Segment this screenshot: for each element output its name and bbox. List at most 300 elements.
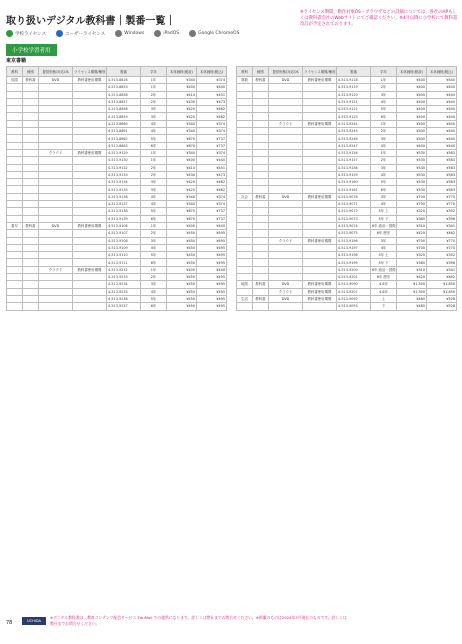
table-row <box>237 201 457 208</box>
table-row <box>7 171 227 178</box>
cell-code: 4-513-9129 <box>107 149 141 156</box>
cell-kind <box>253 120 269 127</box>
cell-grade: 5年 <box>141 295 167 302</box>
cell-grade: 1年 <box>371 149 397 156</box>
column-header: 学年 <box>141 67 167 77</box>
cell-kind <box>253 186 269 193</box>
cell-taxed: ¥583 <box>427 164 457 171</box>
cell-os <box>39 303 73 310</box>
cell-grade: 2年 <box>371 157 397 164</box>
cell-subject <box>237 244 253 251</box>
cell-code: 4-513-9235 <box>107 288 141 295</box>
cell-price: ¥450 <box>167 230 197 237</box>
column-header: 種別 <box>23 67 39 77</box>
table-row <box>7 128 227 135</box>
cell-code: 4-513-9134 <box>107 179 141 186</box>
legend-label: 学校ライセンス <box>15 31 47 37</box>
cell-grade: 3年 <box>371 164 397 171</box>
cell-os <box>39 201 73 208</box>
cell-grade: 5年 下 <box>371 259 397 266</box>
cell-grade: 4-6年 <box>371 288 397 295</box>
cell-os <box>269 149 303 156</box>
cell-kind <box>23 98 39 105</box>
cell-lic <box>303 135 337 142</box>
cell-price: ¥420 <box>397 274 427 281</box>
footnote: ※デジタル教科書は、教育コンテンツ配信サービス EduMall での提供になります。詳しくは弊社までお問合せください。※掲載のものは2024年3月現在のものです。詳しくは弊社までお問合せください。 <box>50 615 347 626</box>
cell-os <box>269 208 303 215</box>
cell-taxed: ¥583 <box>427 149 457 156</box>
cell-lic <box>303 128 337 135</box>
cell-os <box>39 259 73 266</box>
cell-os <box>269 252 303 259</box>
cell-kind: 教科書 <box>253 281 269 288</box>
cell-os <box>269 142 303 149</box>
cell-code: 4-513-9133 <box>107 171 141 178</box>
table-row <box>7 149 227 156</box>
cell-lic <box>73 91 107 98</box>
cell-kind <box>253 252 269 259</box>
cell-price: ¥700 <box>397 244 427 251</box>
cell-code: 4-513-9071 <box>337 201 371 208</box>
cell-code: 4-513-9201 <box>337 274 371 281</box>
ipados-icon <box>154 30 161 37</box>
cell-lic: 教科書使用期間 <box>303 77 337 84</box>
cell-subject <box>237 120 253 127</box>
cell-grade: 6年 <box>141 142 167 149</box>
cell-grade: 4年 <box>371 201 397 208</box>
cell-code: 4-513-9138 <box>107 208 141 215</box>
cell-subject <box>237 149 253 156</box>
cell-kind <box>23 259 39 266</box>
cell-taxed: ¥495 <box>197 303 227 310</box>
cell-code: 4-513-9111 <box>107 259 141 266</box>
cell-lic <box>73 303 107 310</box>
cell-os <box>39 237 73 244</box>
product-table-left <box>6 66 227 311</box>
table-row <box>7 266 227 273</box>
cell-subject <box>237 84 253 91</box>
legend-ipados <box>154 30 179 37</box>
cell-price: ¥420 <box>167 106 197 113</box>
cell-price: ¥530 <box>397 186 427 193</box>
cell-lic <box>73 259 107 266</box>
cell-lic <box>303 149 337 156</box>
legend <box>6 30 239 37</box>
cell-taxed: ¥495 <box>197 259 227 266</box>
legend-label: iPadOS <box>163 31 180 36</box>
cell-os <box>39 142 73 149</box>
cell-lic <box>303 84 337 91</box>
cell-price: ¥450 <box>167 288 197 295</box>
cell-price: ¥420 <box>167 179 197 186</box>
cell-price: ¥530 <box>397 171 427 178</box>
cell-code: 4-513-9156 <box>337 149 371 156</box>
cell-lic <box>303 164 337 171</box>
cell-taxed: ¥440 <box>427 106 457 113</box>
cell-code: 4-513-9207 <box>337 288 371 295</box>
cell-lic: 教科書使用期間 <box>303 281 337 288</box>
cell-code: 4-513-8858 <box>107 91 141 98</box>
table-row <box>7 274 227 281</box>
cell-code: 4-513-9236 <box>107 295 141 302</box>
cell-taxed: ¥495 <box>197 281 227 288</box>
cell-code: 4-513-9122 <box>337 106 371 113</box>
cell-price: ¥400 <box>397 142 427 149</box>
cell-price: ¥530 <box>397 179 427 186</box>
column-header: ライセンス期間/種別 <box>73 67 107 77</box>
cell-grade: 4年 <box>141 120 167 127</box>
cell-lic: 教科書使用期間 <box>73 266 107 273</box>
table-row <box>7 186 227 193</box>
cell-price: ¥400 <box>397 120 427 127</box>
cell-grade: 5年 上 <box>371 252 397 259</box>
column-header: 学年 <box>371 67 397 77</box>
cell-price: ¥1,500 <box>397 288 427 295</box>
cell-os <box>39 244 73 251</box>
cell-subject <box>7 208 23 215</box>
cell-code: 4-513-9237 <box>107 303 141 310</box>
cell-taxed: ¥462 <box>427 274 457 281</box>
legend-windows <box>115 30 144 37</box>
cell-subject <box>7 303 23 310</box>
cell-lic <box>303 157 337 164</box>
cell-kind <box>23 193 39 200</box>
cell-lic <box>73 157 107 164</box>
cell-code: 4-513-9118 <box>337 77 371 84</box>
cell-taxed: ¥583 <box>427 157 457 164</box>
cell-kind: 教科書 <box>253 77 269 84</box>
cell-os <box>269 84 303 91</box>
table-row <box>7 120 227 127</box>
cell-lic <box>73 98 107 105</box>
cell-grade: 3年 <box>141 106 167 113</box>
cell-os <box>39 193 73 200</box>
cell-subject <box>237 215 253 222</box>
cell-subject <box>7 266 23 273</box>
cell-os: クラウド <box>269 237 303 244</box>
cell-grade: 6年 政治・国際 <box>372 267 396 272</box>
cell-price: ¥1,500 <box>397 281 427 288</box>
table-row <box>7 98 227 105</box>
cell-grade: 3年 <box>141 113 167 120</box>
cell-taxed: ¥440 <box>427 120 457 127</box>
legend-label: Google ChromeOS <box>198 31 240 36</box>
cell-kind <box>253 91 269 98</box>
cell-kind <box>23 288 39 295</box>
cell-code: 4-513-9132 <box>107 164 141 171</box>
cell-lic <box>73 215 107 222</box>
cell-os <box>269 266 303 273</box>
cell-kind <box>253 201 269 208</box>
cell-subject <box>7 252 23 259</box>
cell-subject <box>7 84 23 91</box>
cell-lic <box>73 230 107 237</box>
cell-code: 4-513-9200 <box>337 266 371 273</box>
cell-lic <box>303 142 337 149</box>
cell-os <box>39 84 73 91</box>
table-row <box>237 215 457 222</box>
cell-os: クラウド <box>269 120 303 127</box>
table-row <box>237 303 457 310</box>
table-row <box>237 171 457 178</box>
cell-grade: 4年 <box>141 128 167 135</box>
table-row <box>237 157 457 164</box>
cell-os <box>39 171 73 178</box>
cell-os: DVD <box>269 295 303 302</box>
cell-kind <box>253 113 269 120</box>
cell-os <box>269 186 303 193</box>
legend-school-license <box>6 30 46 37</box>
cell-subject <box>237 288 253 295</box>
cell-os <box>269 244 303 251</box>
cell-kind <box>253 266 269 273</box>
cell-code: 4-513-9199 <box>337 259 371 266</box>
cell-grade: 4年 <box>371 171 397 178</box>
table-row <box>7 77 227 84</box>
column-header: 本体価格(税抜) <box>397 67 427 77</box>
table-row <box>237 230 457 237</box>
cell-os <box>269 157 303 164</box>
cell-lic <box>73 244 107 251</box>
cell-taxed: ¥737 <box>197 215 227 222</box>
cell-lic <box>73 164 107 171</box>
cell-lic <box>73 135 107 142</box>
cell-code: 4-513-9234 <box>107 281 141 288</box>
cell-code: 4-513-9158 <box>337 164 371 171</box>
table-row <box>7 295 227 302</box>
cell-code: 4-513-9092 <box>337 295 371 302</box>
cell-price: ¥400 <box>397 113 427 120</box>
column-header: 本体価格(税込) <box>197 67 227 77</box>
cell-grade: 1年 <box>141 266 167 273</box>
cell-kind <box>253 149 269 156</box>
cell-kind <box>253 98 269 105</box>
cell-lic <box>303 106 337 113</box>
top-note: ※ライセンス期間、動作対象OS・ブラウザなどの詳細については、各社のHPもしくは教科書会社のWebサイトにてご確認ください。※4月以降に小学校にて教科書改訂が予定されております。 <box>300 10 458 27</box>
page-number: 78 <box>6 620 13 626</box>
cell-kind <box>23 113 39 120</box>
cell-lic <box>303 98 337 105</box>
cell-os <box>269 106 303 113</box>
cell-lic <box>73 171 107 178</box>
cell-price: ¥450 <box>167 281 197 288</box>
table-row <box>237 193 457 200</box>
cell-os <box>269 230 303 237</box>
cell-price: ¥700 <box>397 201 427 208</box>
cell-taxed: ¥1,650 <box>427 281 457 288</box>
cell-kind <box>23 142 39 149</box>
cell-subject <box>7 215 23 222</box>
cell-code: 4-513-8862 <box>107 135 141 142</box>
cell-kind <box>253 288 269 295</box>
cell-lic <box>303 208 337 215</box>
cell-lic <box>73 274 107 281</box>
cell-kind <box>23 164 39 171</box>
cell-price: ¥310 <box>397 222 427 229</box>
cell-grade: 2年 <box>141 274 167 281</box>
cell-code: 4-513-9106 <box>107 222 141 229</box>
cell-kind <box>23 295 39 302</box>
cell-subject: 書写 <box>7 222 23 229</box>
cell-price: ¥400 <box>397 128 427 135</box>
cell-price: ¥340 <box>167 77 197 84</box>
cell-taxed: ¥462 <box>197 186 227 193</box>
cell-grade: 1年 <box>141 84 167 91</box>
cell-price: ¥340 <box>167 128 197 135</box>
cell-os <box>39 281 73 288</box>
cell-os <box>39 288 73 295</box>
cell-grade: 6年 <box>141 215 167 222</box>
cell-kind <box>23 128 39 135</box>
cell-price: ¥700 <box>397 193 427 200</box>
windows-icon <box>115 30 122 37</box>
cell-subject <box>237 222 253 229</box>
cell-taxed: ¥473 <box>197 171 227 178</box>
cell-kind: 教科書 <box>23 77 39 84</box>
cell-lic <box>303 244 337 251</box>
cell-price: ¥420 <box>397 230 427 237</box>
cell-price: ¥670 <box>167 208 197 215</box>
table-row <box>237 244 457 251</box>
cell-code: 4-513-9137 <box>107 201 141 208</box>
cell-price: ¥360 <box>397 215 427 222</box>
cell-os <box>39 106 73 113</box>
cell-taxed: ¥495 <box>197 274 227 281</box>
cell-kind <box>253 215 269 222</box>
table-row <box>7 281 227 288</box>
cell-grade: 6年 歴史 <box>371 230 397 237</box>
cell-kind <box>23 303 39 310</box>
table-row <box>237 77 457 84</box>
cell-code: 4-513-9139 <box>107 215 141 222</box>
cell-lic <box>303 201 337 208</box>
cell-lic <box>303 222 337 229</box>
cell-subject <box>7 128 23 135</box>
cell-code: 4-513-8861 <box>107 128 141 135</box>
publisher-heading: 東京書籍 <box>6 58 27 64</box>
cell-taxed: ¥440 <box>427 77 457 84</box>
cell-price: ¥340 <box>167 149 197 156</box>
cell-lic: 教科書使用期間 <box>303 295 337 302</box>
cell-subject <box>237 157 253 164</box>
cell-price: ¥400 <box>167 84 197 91</box>
cell-taxed: ¥495 <box>197 288 227 295</box>
cell-taxed: ¥583 <box>427 171 457 178</box>
cell-subject <box>7 201 23 208</box>
cell-taxed: ¥451 <box>197 164 227 171</box>
cell-kind <box>253 106 269 113</box>
cell-os <box>269 98 303 105</box>
cell-code: 4-513-9090 <box>337 281 371 288</box>
cell-code: 4-513-9244 <box>337 120 371 127</box>
cell-os <box>39 274 73 281</box>
cell-os <box>269 222 303 229</box>
cell-grade: 4年 <box>371 98 397 105</box>
cell-kind <box>23 215 39 222</box>
table-row <box>7 259 227 266</box>
cell-taxed: ¥341 <box>427 266 457 273</box>
cell-subject <box>7 179 23 186</box>
table-row <box>7 303 227 310</box>
table-row <box>7 244 227 251</box>
cell-code: 4-513-9245 <box>337 128 371 135</box>
cell-taxed: ¥770 <box>427 201 457 208</box>
table-row <box>237 281 457 288</box>
cell-grade: 5年 上 <box>371 208 397 215</box>
cell-lic <box>303 179 337 186</box>
cell-grade: 1年 <box>371 120 397 127</box>
cell-grade: 4年 <box>141 244 167 251</box>
cell-taxed: ¥396 <box>427 259 457 266</box>
cell-code: 4-513-9107 <box>107 230 141 237</box>
cell-subject <box>7 120 23 127</box>
cell-price: ¥670 <box>167 142 197 149</box>
cell-lic: 教科書使用期間 <box>73 222 107 229</box>
cell-subject <box>237 106 253 113</box>
cell-os <box>269 303 303 310</box>
cell-code: 4-513-9075 <box>337 230 371 237</box>
cell-subject <box>237 91 253 98</box>
cell-code: 4-513-8816 <box>107 77 141 84</box>
table-row <box>7 91 227 98</box>
cell-taxed: ¥440 <box>427 128 457 135</box>
column-header: 製番 <box>337 67 371 77</box>
cell-lic <box>73 201 107 208</box>
cell-taxed: ¥374 <box>197 149 227 156</box>
cell-code: 4-513-9159 <box>337 171 371 178</box>
table-row <box>237 252 457 259</box>
cell-lic <box>303 274 337 281</box>
cell-subject <box>237 266 253 273</box>
cell-lic <box>303 303 337 310</box>
cell-lic <box>73 186 107 193</box>
cell-subject <box>7 149 23 156</box>
cell-os <box>39 135 73 142</box>
cell-price: ¥400 <box>397 106 427 113</box>
cell-taxed: ¥737 <box>197 135 227 142</box>
table-row <box>237 237 457 244</box>
cell-subject <box>7 230 23 237</box>
cell-grade: 4年 <box>141 288 167 295</box>
cell-grade: 2年 <box>141 164 167 171</box>
cell-subject <box>7 237 23 244</box>
cell-os <box>269 135 303 142</box>
column-header: 提供形態/対応OS <box>39 67 73 77</box>
cell-taxed: ¥440 <box>197 157 227 164</box>
cell-lic <box>303 215 337 222</box>
cell-price: ¥400 <box>397 98 427 105</box>
school-license-icon <box>6 30 13 37</box>
cell-kind: 教科書 <box>253 295 269 302</box>
cell-os <box>269 215 303 222</box>
cell-price: ¥360 <box>397 259 427 266</box>
cell-price: ¥430 <box>167 171 197 178</box>
cell-code: 4-513-9130 <box>107 157 141 164</box>
cell-subject <box>7 135 23 142</box>
cell-taxed: ¥440 <box>197 222 227 229</box>
table-row <box>7 288 227 295</box>
cell-taxed: ¥440 <box>427 135 457 142</box>
table-row <box>237 266 457 273</box>
cell-os <box>39 128 73 135</box>
cell-os <box>39 208 73 215</box>
cell-grade: 3年 <box>141 281 167 288</box>
cell-kind <box>23 135 39 142</box>
cell-grade: 2年 <box>371 84 397 91</box>
cell-subject <box>237 252 253 259</box>
cell-kind <box>23 120 39 127</box>
cell-lic <box>73 128 107 135</box>
